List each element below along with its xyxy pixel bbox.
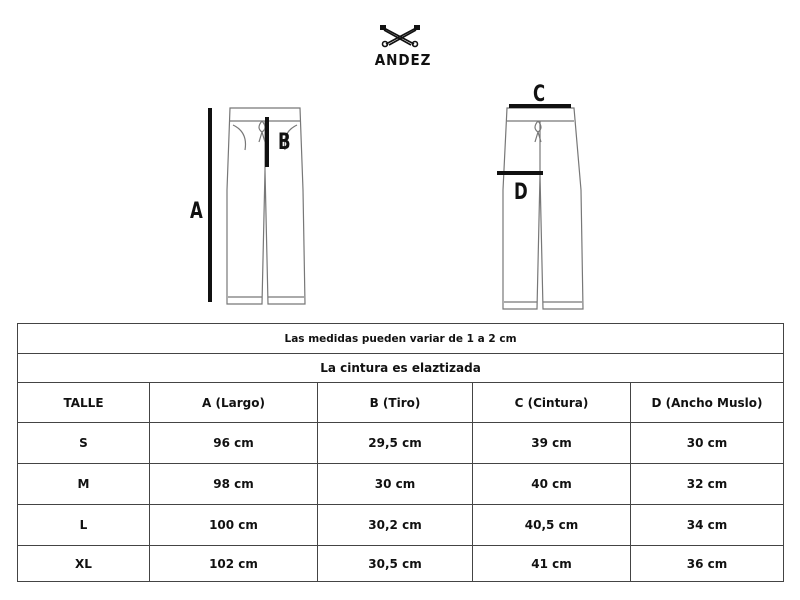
dimension-a-label: A (190, 199, 203, 224)
cell-thigh: 34 cm (631, 505, 784, 546)
cell-waist: 40,5 cm (473, 505, 631, 546)
table-row (18, 505, 784, 546)
header-thigh: D (Ancho Muslo) (631, 383, 784, 423)
cell-size: S (18, 423, 150, 464)
brand-logo (372, 24, 432, 76)
cell-size: XL (18, 546, 150, 582)
table-row (18, 546, 784, 582)
table-header-row (18, 383, 784, 423)
cell-waist: 41 cm (473, 546, 631, 582)
dimension-d-label: D (514, 180, 528, 205)
back-pants-drawing (503, 108, 583, 309)
table-row (18, 464, 784, 505)
cell-length: 96 cm (150, 423, 318, 464)
table-row (18, 423, 784, 464)
pants-illustrations (0, 80, 800, 320)
cell-thigh: 36 cm (631, 546, 784, 582)
header-size: TALLE (18, 383, 150, 423)
cell-length: 102 cm (150, 546, 318, 582)
cell-length: 98 cm (150, 464, 318, 505)
brand-name: ANDEZ (374, 51, 432, 69)
cell-thigh: 32 cm (631, 464, 784, 505)
header-length: A (Largo) (150, 383, 318, 423)
cell-size: M (18, 464, 150, 505)
header-waist: C (Cintura) (473, 383, 631, 423)
variation-note: Las medidas pueden variar de 1 a 2 cm (18, 324, 784, 354)
header-rise: B (Tiro) (318, 383, 473, 423)
measurement-diagram (0, 80, 800, 320)
crossed-safety-pins-icon (378, 24, 422, 48)
cell-rise: 30,2 cm (318, 505, 473, 546)
cell-size: L (18, 505, 150, 546)
waist-note: La cintura es elaztizada (18, 354, 784, 383)
cell-thigh: 30 cm (631, 423, 784, 464)
dimension-c-label: C (533, 82, 546, 107)
dimension-b-label: B (278, 130, 291, 155)
cell-rise: 29,5 cm (318, 423, 473, 464)
cell-waist: 40 cm (473, 464, 631, 505)
cell-waist: 39 cm (473, 423, 631, 464)
cell-rise: 30,5 cm (318, 546, 473, 582)
cell-rise: 30 cm (318, 464, 473, 505)
size-chart-table (17, 323, 784, 582)
cell-length: 100 cm (150, 505, 318, 546)
